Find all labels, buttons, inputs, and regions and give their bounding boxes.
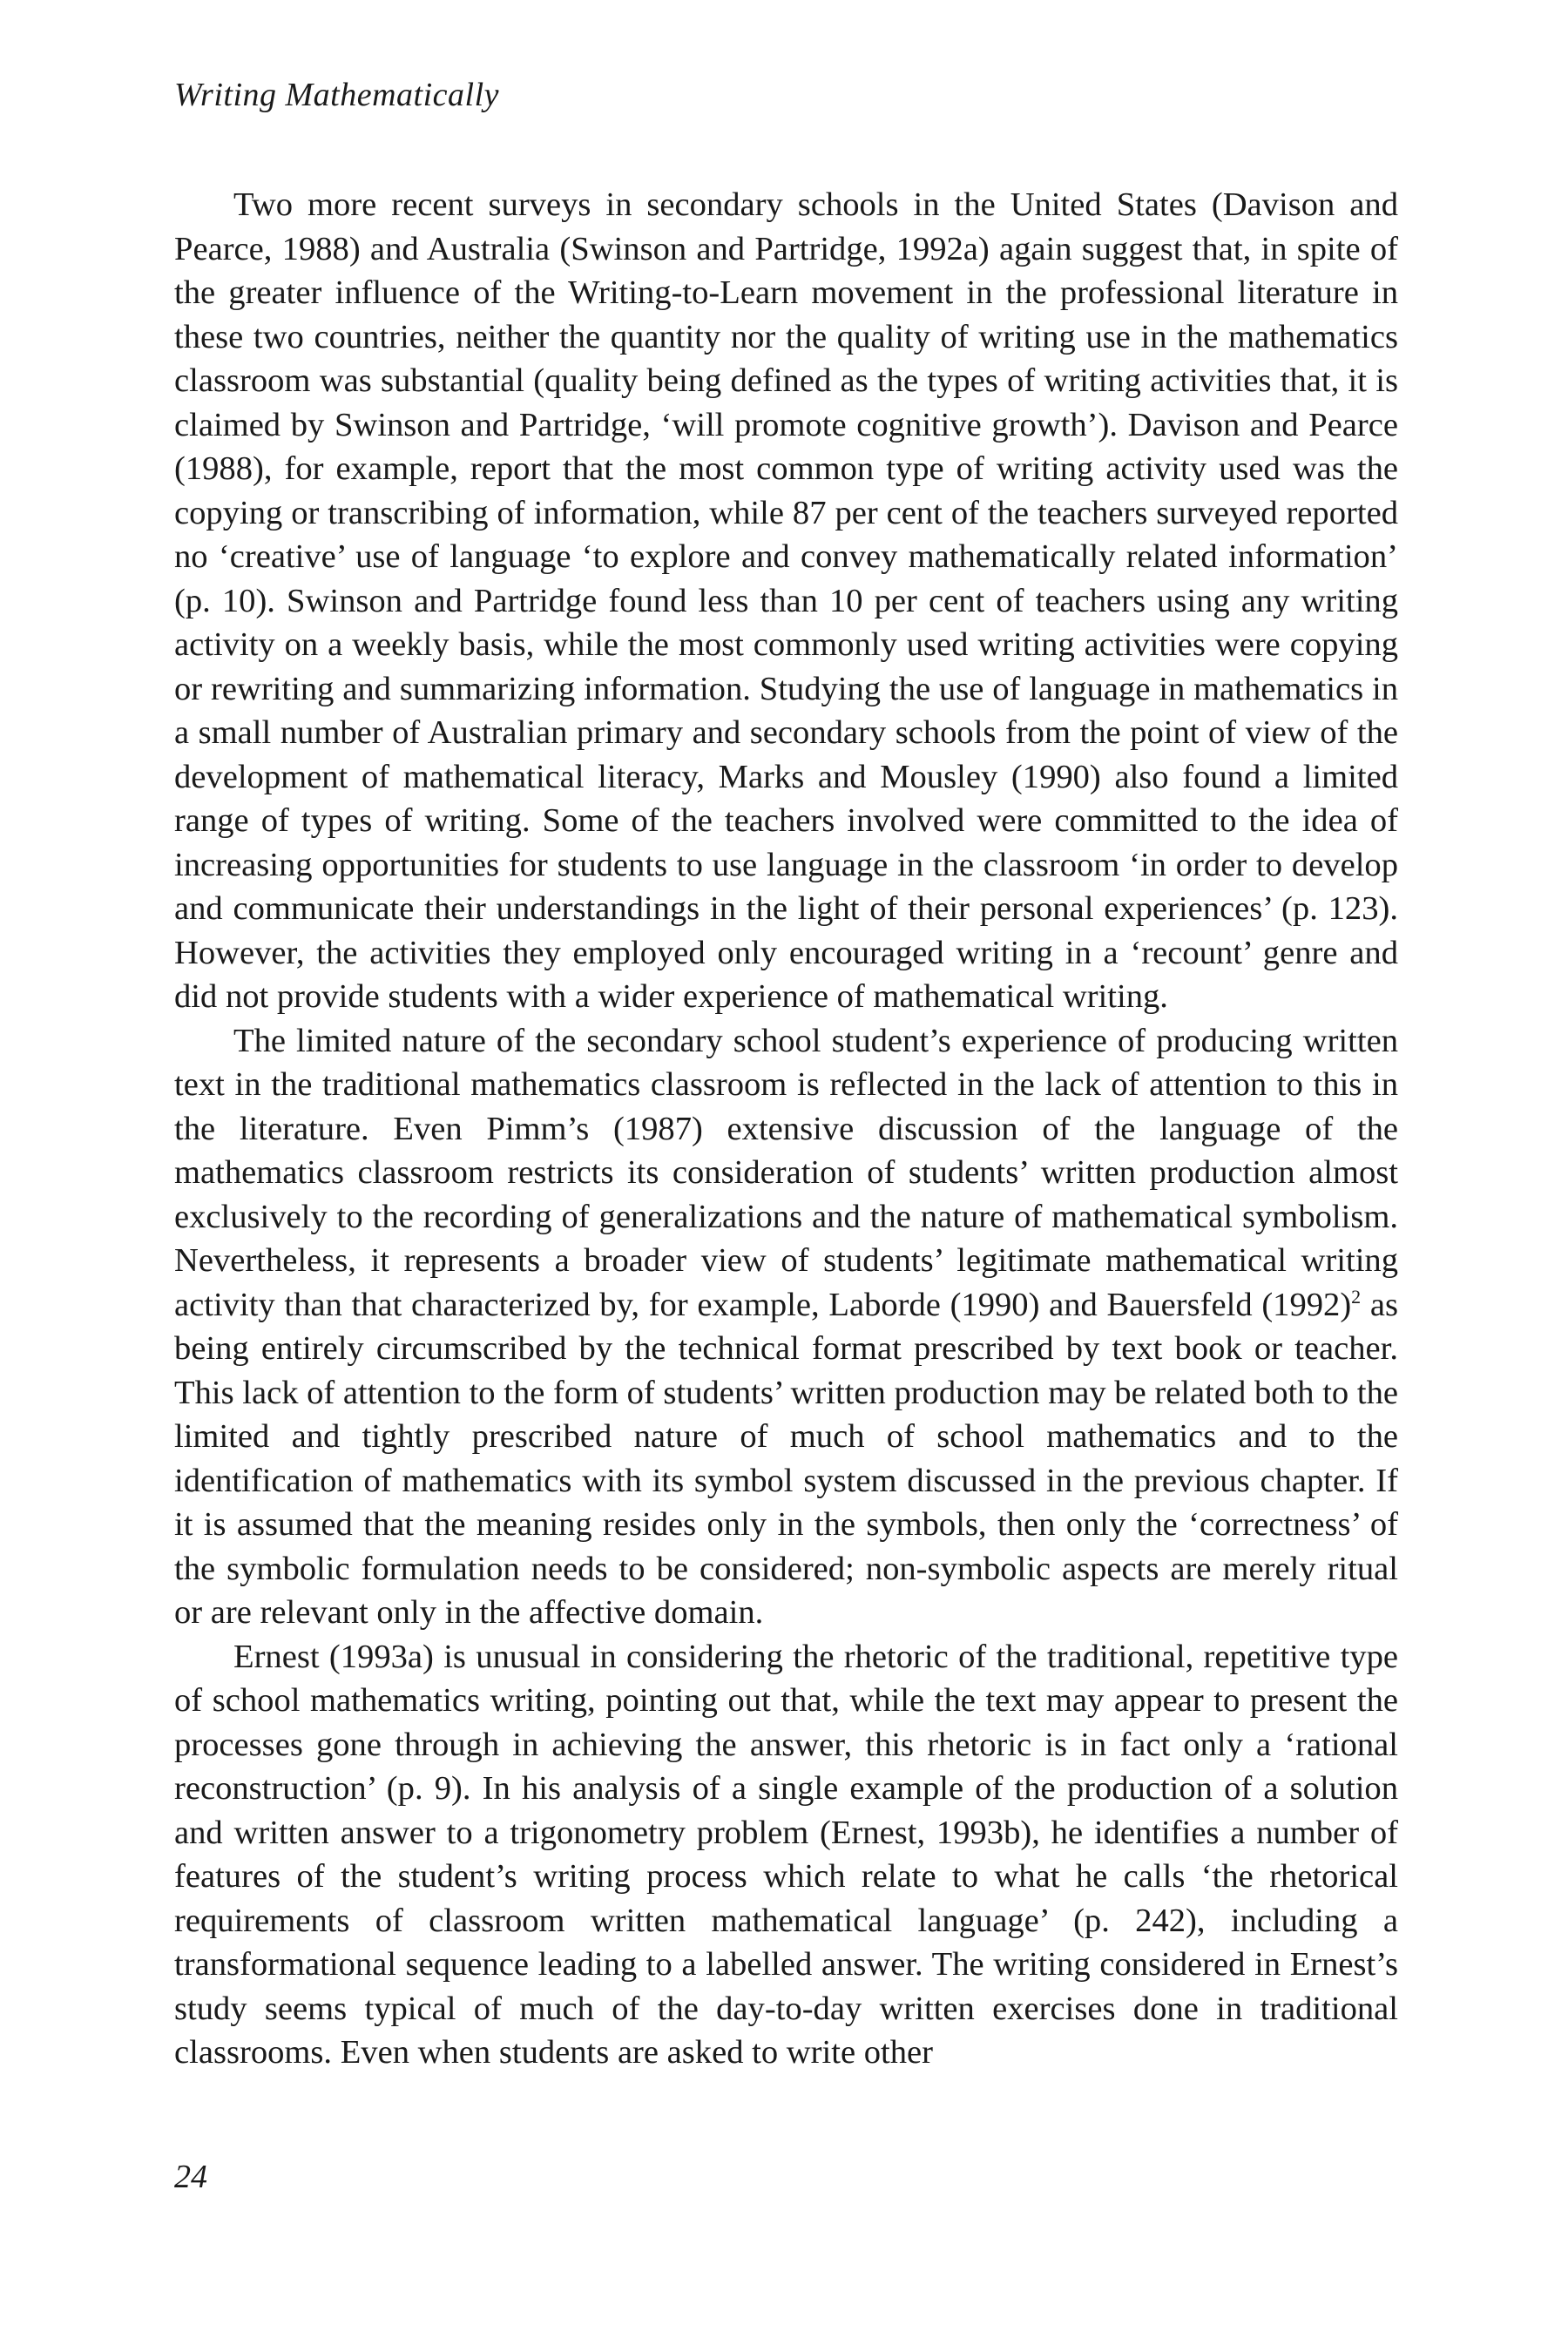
paragraph-3: Ernest (1993a) is unusual in considering the rhetoric of the traditional, repetitive type of school mathematics writing, pointing out that, while the text may appear to present the processes gone through in achieving the answer, this rhetoric is in fact only a ‘rational reconstruction’ (p. 9). In his analysis of a single example of the production of a solution and written answer to a trigonometry problem (Ernest, 1993b), he identifies a number of features of the student’s writing process which relate to what he calls ‘the rhetorical requirements of classroom written mathematical language’ (p. 242), including a transformational sequence leading to a labelled answer. The writing considered in Ernest’s study seems typical of much of the day-to-day written exercises done in traditional classrooms. Even when students are asked to write other <box>174 1638 1398 2071</box>
paragraph-2-text-after-note: as being entirely circumscribed by the technical format prescribed by text book or teacher. This lack of attention to the form of students’ written production may be related both to the limited and tightly prescribed nature of much of school mathematics and to the identification of mathematics with its symbol system discussed in the previous chapter. If it is assumed that the meaning resides only in the symbols, then only the ‘correctness’ of the symbolic formulation needs to be considered; non-symbolic aspects are merely ritual or are relevant only in the affective domain. <box>174 1286 1398 1631</box>
running-head: Writing Mathematically <box>174 77 500 113</box>
page-number: 24 <box>174 2159 207 2195</box>
paragraph-2 <box>174 1019 1398 1635</box>
footnote-marker[interactable]: 2 <box>1351 1285 1362 1308</box>
paragraph-2-text-before-note: The limited nature of the secondary school student’s experience of producing written text in the traditional mathematics classroom is reflected in the lack of attention to this in the literature. Even Pimm’s (1987) extensive discussion of the language of the mathematics classroom restricts its consideration of students’ written production almost exclusively to the recording of generalizations and the nature of mathematical symbolism. Nevertheless, it represents a broader view of students’ legitimate mathematical writing activity than that characterized by, for example, Laborde (1990) and Bauersfeld (1992) <box>174 1022 1398 1323</box>
body-text <box>174 183 1398 2075</box>
paragraph-1: Two more recent surveys in secondary schools in the United States (Davison and Pearce, 1988) and Australia (Swinson and Partridge, 1992a) again suggest that, in spite of the greater influence of the Writing-to-Learn movement in the professional literature in these two countries, neither the quantity nor the quality of writing use in the mathematics classroom was substantial (quality being defined as the types of writing activities that, it is claimed by Swinson and Partridge, ‘will promote cognitive growth’). Davison and Pearce (1988), for example, report that the most common type of writing activity used was the copying or transcribing of information, while 87 per cent of the teachers surveyed reported no ‘creative’ use of language ‘to explore and convey mathematically related information’ (p. 10). Swinson and Partridge found less than 10 per cent of teachers using any writing activity on a weekly basis, while the most commonly used writing activities were copying or rewriting and summarizing information. Studying the use of language in mathematics in a small number of Australian primary and secondary schools from the point of view of the development of mathematical literacy, Marks and Mousley (1990) also found a limited range of types of writing. Some of the teachers involved were committed to the idea of increasing opportunities for students to use language in the classroom ‘in order to develop and communicate their understandings in the light of their personal experiences’ (p. 123). However, the activities they employed only encouraged writing in a ‘recount’ genre and did not provide students with a wider experience of mathematical writing. <box>174 186 1398 1015</box>
